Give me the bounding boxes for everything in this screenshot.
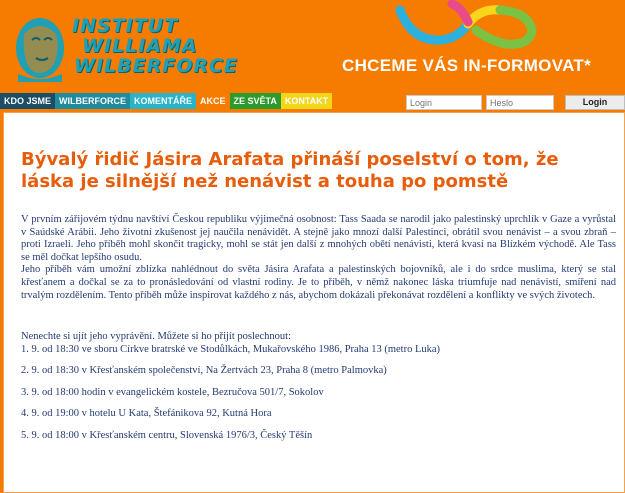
nav-item-kdo-jsme[interactable]: KDO JSME bbox=[0, 93, 55, 109]
event-item: 2. 9. od 18:30 v Křesťanském společenství, Na Žertvách 23, Praha 8 (metro Palmovka) bbox=[21, 365, 387, 377]
article-paragraph-2: Jeho příběh vám umožní zblízka nahlédnout do světa Jásira Arafata a palestinských bojovníků, ale i do srdce muslima, který se stal křesťanem a dočkal se za to pronásledování od vlastní rodiny. Je to příběh, v němž nakonec láska triumfuje nad nenávistí, smíření nad trvalým rozdělením. Tento příběh může inspirovat každého z nás, abychom dokázali překonávat rozdělení a konflikty ve svých životech. bbox=[21, 264, 616, 301]
wilberforce-portrait-logo-icon[interactable] bbox=[10, 14, 70, 82]
infinity-rings-icon bbox=[392, 0, 542, 50]
slogan: CHCEME VÁS IN-FORMOVAT* bbox=[342, 56, 591, 75]
login-button[interactable]: Login bbox=[565, 95, 625, 110]
nav-item-akce[interactable]: AKCE bbox=[196, 93, 230, 109]
event-item: 5. 9. od 18:00 v Křesťanském centru, Slovenská 1976/3, Český Těšín bbox=[21, 429, 313, 441]
logo-line-2: WILLIAMA bbox=[82, 35, 198, 57]
logo-line-1: INSTITUT bbox=[72, 15, 179, 37]
event-item: 4. 9. od 19:00 v hotelu U Kata, Štefánikova 92, Kutná Hora bbox=[21, 408, 272, 420]
nav-item-ze-sveta[interactable]: ZE SVĚTA bbox=[230, 93, 281, 109]
article-panel bbox=[3, 112, 625, 493]
main-nav bbox=[0, 93, 332, 109]
nav-item-komentare[interactable]: KOMENTÁŘE bbox=[130, 93, 196, 109]
nav-item-kontakt[interactable]: KONTAKT bbox=[281, 93, 332, 109]
event-item: 1. 9. od 18:30 ve sboru Církve bratrské ve Stodůlkách, Mukařovského 1986, Praha 13 (metro Luka) bbox=[21, 343, 441, 355]
article-paragraph-1: V prvním zářijovém týdnu navštíví Českou republiku výjimečná osobnost: Tass Saada se narodil jako palestinský uprchlík v Gaze a vyrůstal v Saúdské Arábii. Jeho životní zkušenost jej naučila nenávidět. A stejně jako mnozí další Palestinci, obrátil svou nenávist – a svou zbraň – proti Izraeli. Jeho příběh mohl skončit tragicky, mohl se stát jen další z mnohých obětí nenávisti, která kvasí na Blízkém východě. Ale Tass se měl dočkat lepšího osudu. bbox=[21, 214, 616, 263]
password-input[interactable] bbox=[486, 95, 554, 110]
logo-line-3: WILBERFORCE bbox=[74, 55, 238, 77]
events-list bbox=[21, 331, 616, 443]
article-body bbox=[21, 214, 616, 310]
header bbox=[0, 0, 625, 93]
login-input[interactable] bbox=[406, 95, 482, 110]
navbar bbox=[0, 93, 625, 112]
events-lead: Nenechte si ujít jeho vyprávění. Můžete si ho přijít poslechnout: bbox=[21, 331, 292, 342]
nav-item-wilberforce[interactable]: WILBERFORCE bbox=[55, 93, 130, 109]
event-item: 3. 9. od 18:00 hodin v evangelickém kostele, Bezručova 501/7, Sokolov bbox=[21, 386, 324, 398]
article-title: Bývalý řidič Jásira Arafata přináší poselství o tom, že láska je silnější než nenávist a touha po pomstě bbox=[21, 149, 559, 192]
logo-text[interactable] bbox=[72, 16, 238, 76]
